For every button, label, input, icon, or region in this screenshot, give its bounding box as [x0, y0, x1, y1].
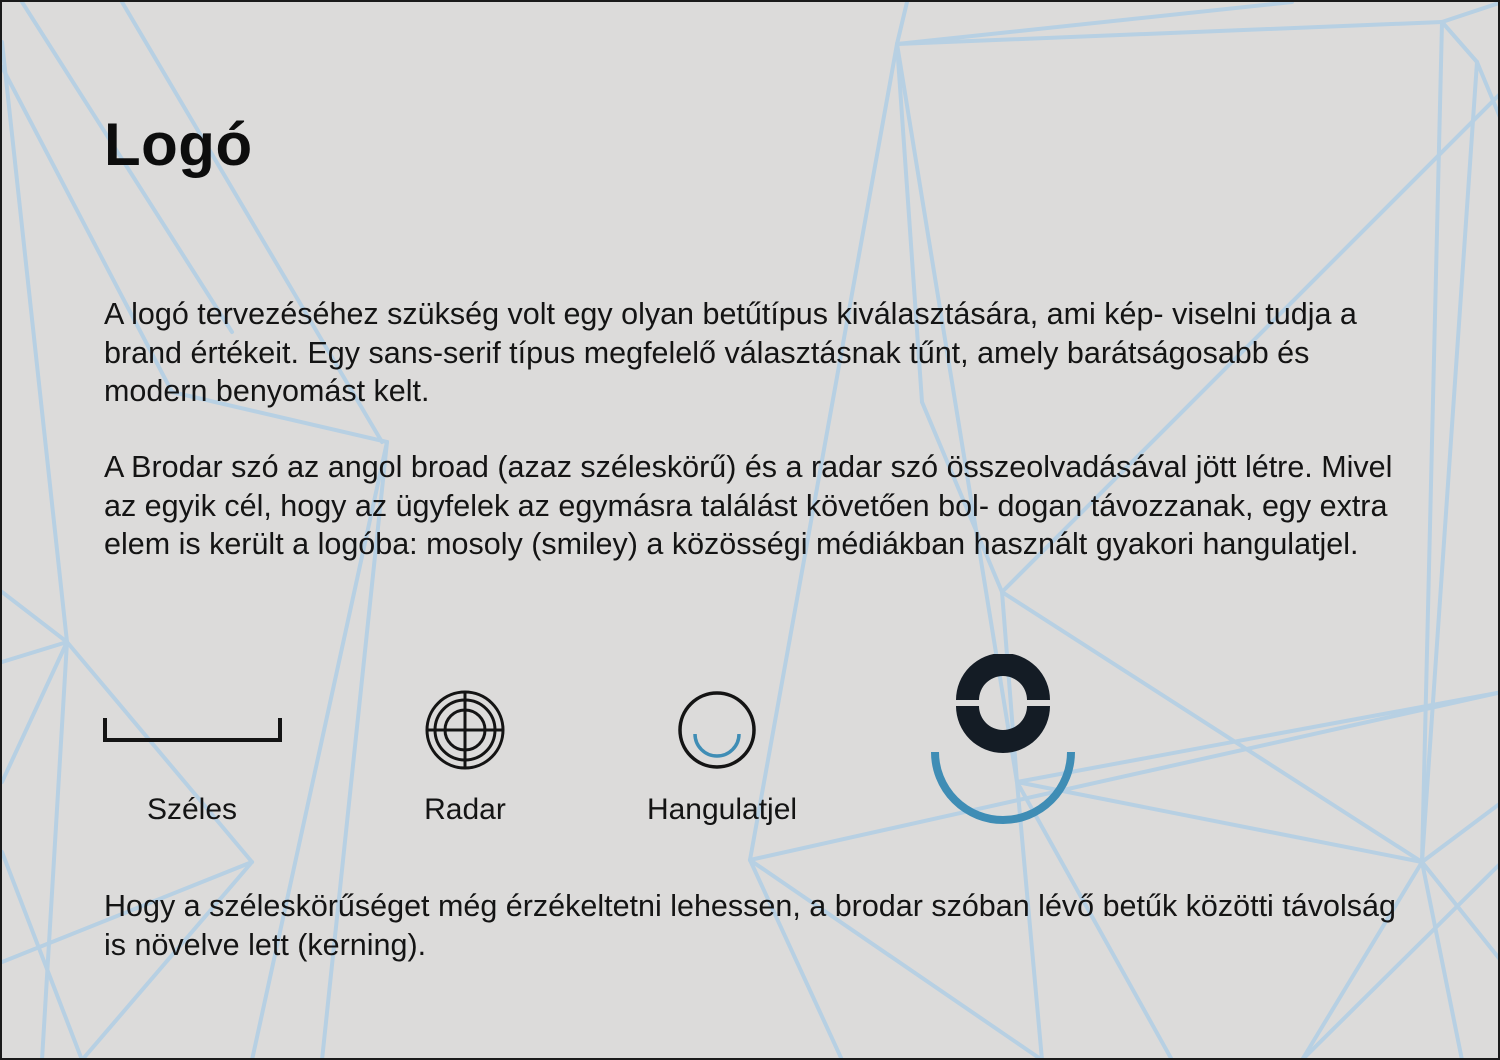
- smiley-icon: [676, 689, 758, 771]
- kerning-paragraph: Hogy a széleskörűséget még érzékeltetni lehessen, a brodar szóban lévő betűk közötti távolság is növelve lett (kerning).: [104, 889, 1396, 962]
- label-hangulatjel: Hangulatjel: [646, 793, 798, 826]
- name-origin-paragraph: A Brodar szó az angol broad (azaz széleskörű) és a radar szó összeolvadásával jött létre. Mivel az egyik cél, hogy az ügyfelek az egymásra találást követően bol- dogan távozzanak, egy extra elem is került a logóba: mosoly (smiley) a közösségi médiákban használt gyakori hangulatjel.: [104, 450, 1393, 561]
- radar-icon: [423, 688, 507, 772]
- brodar-logo-icon: [927, 654, 1079, 826]
- page-title: Logó: [104, 111, 253, 178]
- bracket-icon: [102, 714, 284, 746]
- intro-paragraph: A logó tervezéséhez szükség volt egy olyan betűtípus kiválasztására, ami kép- viselni tudja a brand értékeit. Egy sans-serif típus megfelelő választásnak tűnt, amely barátságosabb és modern benyomást kelt.: [104, 297, 1357, 408]
- label-radar: Radar: [424, 793, 506, 826]
- label-szeles: Széles: [146, 793, 238, 826]
